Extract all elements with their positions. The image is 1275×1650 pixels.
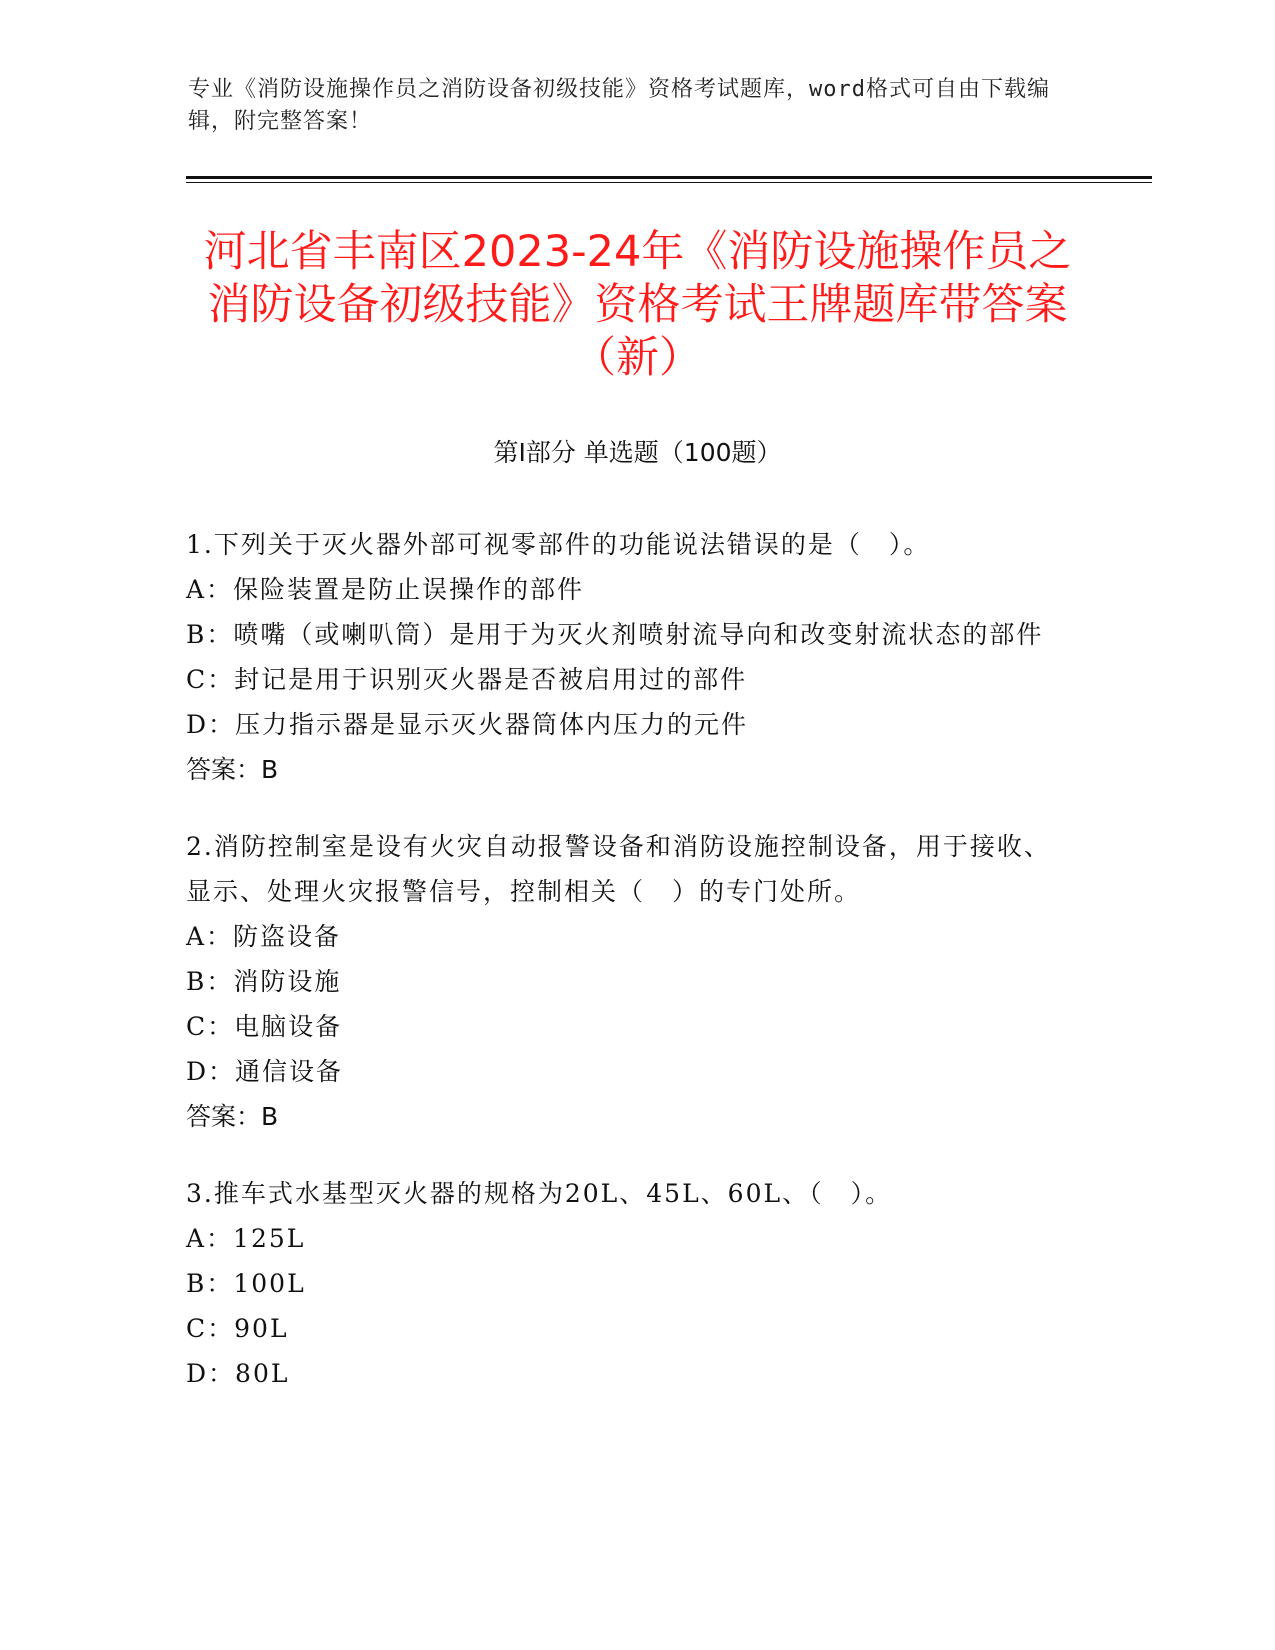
option-a: A：125L xyxy=(186,1224,306,1253)
question-text: 2.消防控制室是设有火灾自动报警设备和消防设施控制设备，用于接收、显示、处理火灾报警信号，控制相关（ ）的专门处所。 xyxy=(186,832,1051,906)
question-list xyxy=(186,522,1071,1428)
document-title: 河北省丰南区2023-24年《消防设施操作员之消防设备初级技能》资格考试王牌题库带答案（新） xyxy=(203,227,1072,383)
option-d: D：压力指示器是显示灭火器筒体内压力的元件 xyxy=(186,710,749,739)
option-c: C：90L xyxy=(186,1314,289,1343)
question-text: 1.下列关于灭火器外部可视零部件的功能说法错误的是（ ）。 xyxy=(186,530,931,559)
option-c: C：封记是用于识别灭火器是否被启用过的部件 xyxy=(186,665,748,694)
section-title: 第I部分 单选题（100题） xyxy=(493,438,782,467)
option-b: B：消防设施 xyxy=(186,967,342,996)
option-a: A：防盗设备 xyxy=(186,922,342,951)
question-3 xyxy=(186,1171,1071,1396)
option-c: C：电脑设备 xyxy=(186,1012,343,1041)
header-note: 专业《消防设施操作员之消防设备初级技能》资格考试题库，word格式可自由下载编辑，附完整答案！ xyxy=(188,77,1050,134)
header-divider-thin xyxy=(186,182,1152,183)
option-d: D：通信设备 xyxy=(186,1057,344,1086)
answer: 答案：B xyxy=(186,755,279,784)
option-d: D：80L xyxy=(186,1359,290,1388)
header-divider-thick xyxy=(186,176,1152,179)
option-b: B：喷嘴（或喇叭筒）是用于为灭火剂喷射流导向和改变射流状态的部件 xyxy=(186,620,1044,649)
question-text: 3.推车式水基型灭火器的规格为20L、45L、60L、（ ）。 xyxy=(186,1179,893,1208)
question-1 xyxy=(186,522,1071,792)
option-b: B：100L xyxy=(186,1269,306,1298)
question-2 xyxy=(186,824,1071,1139)
option-a: A：保险装置是防止误操作的部件 xyxy=(186,575,585,604)
answer: 答案：B xyxy=(186,1102,279,1131)
